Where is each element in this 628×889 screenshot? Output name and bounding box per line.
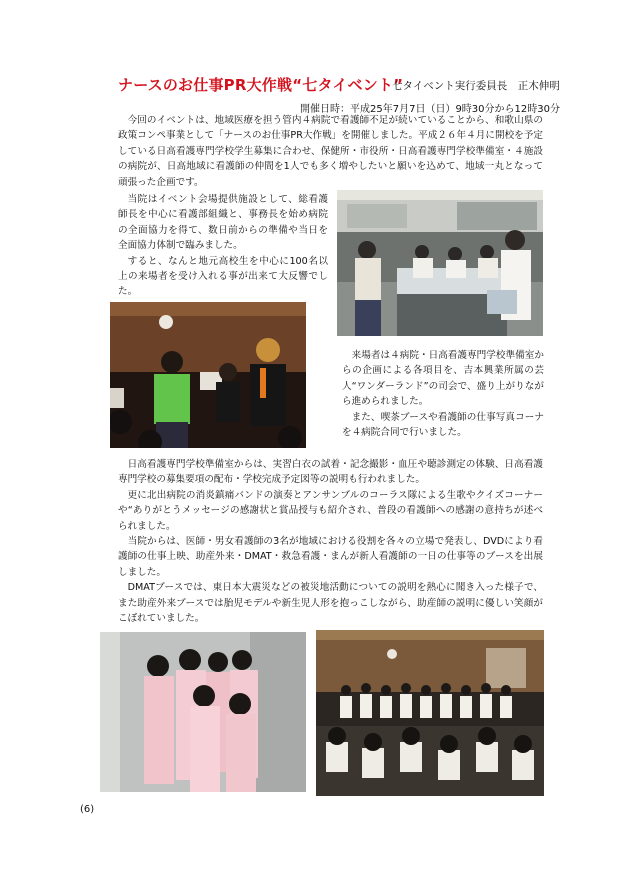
intro-paragraph xyxy=(118,113,543,190)
photo-stage-presenters xyxy=(110,302,306,448)
left-paragraph-1: 当院はイベント会場提供施設として、総看護師長を中心に看護部組織と、事務長を始め病院の全面協力を得て、数日前からの準備や当日を全面協力体制で臨みました。 xyxy=(118,194,328,252)
intro-text: 今回のイベントは、地域医療を担う管内４病院で看護師不足が続いていることから、和歌山県の政策コンペ事業として「ナースのお仕事PR大作戦」を開催しました。平成２６年４月に開校を予定している日高看護専門学校学生募集に合わせ、保健所・市役所・日高看護専門学校準備室・４施設の病院が、日高地域に看護師の仲間を1人でも多く増やしたいと願いを込めて、地域一丸となって頑張った企画です。 xyxy=(118,115,543,188)
photo-students-in-uniform xyxy=(100,632,306,792)
photo-chorus-performance xyxy=(316,630,544,796)
bottom-paragraph-3: 当院からは、医師・男女看護師の3名が地域における役割を各々の立場で発表し、DVDにより看護師の仕事上映、助産外来・DMAT・救急看護・まんが新人看護師の一日の仕事等のブースを出展しました。 xyxy=(118,536,543,578)
right-paragraph-1: 来場者は４病院・日高看護専門学校準備室からの企画による各項目を、吉本興業所属の芸人“ワンダーランド”の司会で、盛り上がりながら進められました。 xyxy=(342,350,544,408)
article-title: ナースのお仕事PR大作戦“七タイベント” xyxy=(118,76,404,94)
right-column-text xyxy=(342,348,544,440)
bottom-paragraph-2: 更に北出病院の消炎鎮痛バンドの演奏とアンサンブルのコーラス隊による生歌やクイズコーナーや“ありがとうメッセージの感謝状と賞品授与も紹介され、普段の看護師への感謝の意持ちが述べられました。 xyxy=(118,489,543,532)
author-line: 七タイベント実行委員長 正木伸明 xyxy=(392,80,560,92)
right-paragraph-2: また、喫茶ブースや看護師の仕事写真コーナを４病院合同で行いました。 xyxy=(342,411,544,439)
bottom-paragraph-4: DMATブースでは、東日本大震災などの被災地活動についての説明を熱心に聞き入った様子で、また助産外来ブースでは胎児モデルや新生児人形を抱っこしながら、助産師の説明に優しい笑顔がこぼれていました。 xyxy=(118,582,543,625)
left-paragraph-2: すると、なんと地元高校生を中心に100名以上の来場者を受け入れる事が出来て大反響でした。 xyxy=(118,255,328,298)
event-date: 開催日時：平成25年7月7日（日）9時30分から12時30分 xyxy=(300,104,560,115)
bottom-paragraph-1: 日高看護専門学校準備室からは、実習白衣の試着・記念撮影・血圧や聴診測定の体験、日高看護専門学校の募集要項の配布・学校完成予定図等の説明も行われました。 xyxy=(118,459,543,486)
photo-reception-booth xyxy=(337,190,543,336)
left-column-text xyxy=(118,192,328,300)
bottom-text xyxy=(118,457,543,626)
page-number: (6) xyxy=(80,804,95,815)
